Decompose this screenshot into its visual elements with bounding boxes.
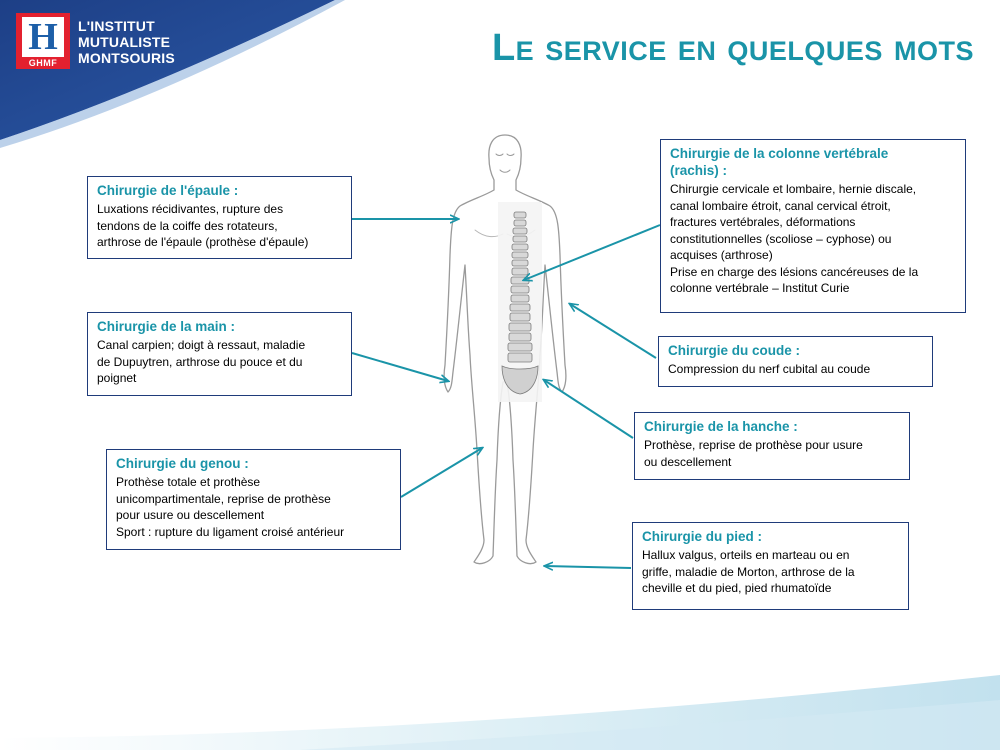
colonne-line-7: colonne vertébrale – Institut Curie	[670, 281, 850, 295]
epaule-line-3: arthrose de l'épaule (prothèse d'épaule)	[97, 235, 309, 249]
pied-line-1: Hallux valgus, orteils en marteau ou en	[642, 548, 850, 562]
genou-line-4: Sport : rupture du ligament croisé antérieur	[116, 524, 345, 539]
genou-line-3: pour usure ou descellement	[116, 508, 265, 522]
box-genou	[106, 449, 401, 550]
epaule-title: Chirurgie de l'épaule :	[97, 183, 239, 198]
genou-line-1: Prothèse totale et prothèse	[116, 475, 261, 489]
logo-letter: H	[28, 16, 58, 58]
hanche-line-2: ou descellement	[644, 454, 732, 469]
box-coude	[658, 336, 933, 387]
box-colonne	[660, 139, 966, 313]
colonne-line-2: canal lombaire étroit, canal cervical étroit,	[670, 198, 891, 213]
box-epaule	[87, 176, 352, 259]
box-hanche	[634, 412, 910, 480]
coude-title: Chirurgie du coude :	[668, 343, 801, 358]
pied-line-2: griffe, maladie de Morton, arthrose de la	[642, 564, 855, 579]
box-main	[87, 312, 352, 396]
coude-line-1: Compression du nerf cubital au coude	[668, 362, 871, 376]
main-line-3: poignet	[97, 371, 137, 385]
colonne-line-1: Chirurgie cervicale et lombaire, hernie discale,	[670, 182, 917, 196]
pied-title: Chirurgie du pied :	[642, 529, 762, 544]
colonne-title-1: Chirurgie de la colonne vertébrale	[670, 146, 889, 161]
page-title: Le service en quelques mots	[491, 27, 974, 69]
epaule-line-2: tendons de la coiffe des rotateurs,	[97, 218, 278, 233]
genou-title: Chirurgie du genou :	[116, 456, 249, 471]
colonne-title-2: (rachis) :	[670, 163, 728, 178]
ghmf-logo	[16, 13, 70, 69]
main-line-1: Canal carpien; doigt à ressaut, maladie	[97, 338, 306, 352]
logo-sub: GHMF	[28, 58, 58, 68]
genou-line-2: unicompartimentale, reprise de prothèse	[116, 491, 331, 506]
epaule-line-1: Luxations récidivantes, rupture des	[97, 202, 284, 216]
colonne-line-6: Prise en charge des lésions cancéreuses de la	[670, 264, 919, 279]
human-body-figure	[430, 130, 580, 580]
institute-line-1: L'INSTITUT	[78, 18, 155, 34]
colonne-line-4: constitutionnelles (scoliose – cyphose) ou	[670, 231, 892, 246]
main-title: Chirurgie de la main :	[97, 319, 236, 334]
hanche-title: Chirurgie de la hanche :	[644, 419, 798, 434]
institute-line-2: MUTUALISTE	[78, 34, 171, 50]
hanche-line-1: Prothèse, reprise de prothèse pour usure	[644, 438, 863, 452]
box-pied	[632, 522, 909, 610]
pied-line-3: cheville et du pied, pied rhumatoïde	[642, 581, 832, 595]
institute-line-3: MONTSOURIS	[78, 50, 175, 66]
colonne-line-3: fractures vertébrales, déformations	[670, 215, 856, 229]
main-line-2: de Dupuytren, arthrose du pouce et du	[97, 354, 303, 369]
colonne-line-5: acquises (arthrose)	[670, 248, 773, 262]
